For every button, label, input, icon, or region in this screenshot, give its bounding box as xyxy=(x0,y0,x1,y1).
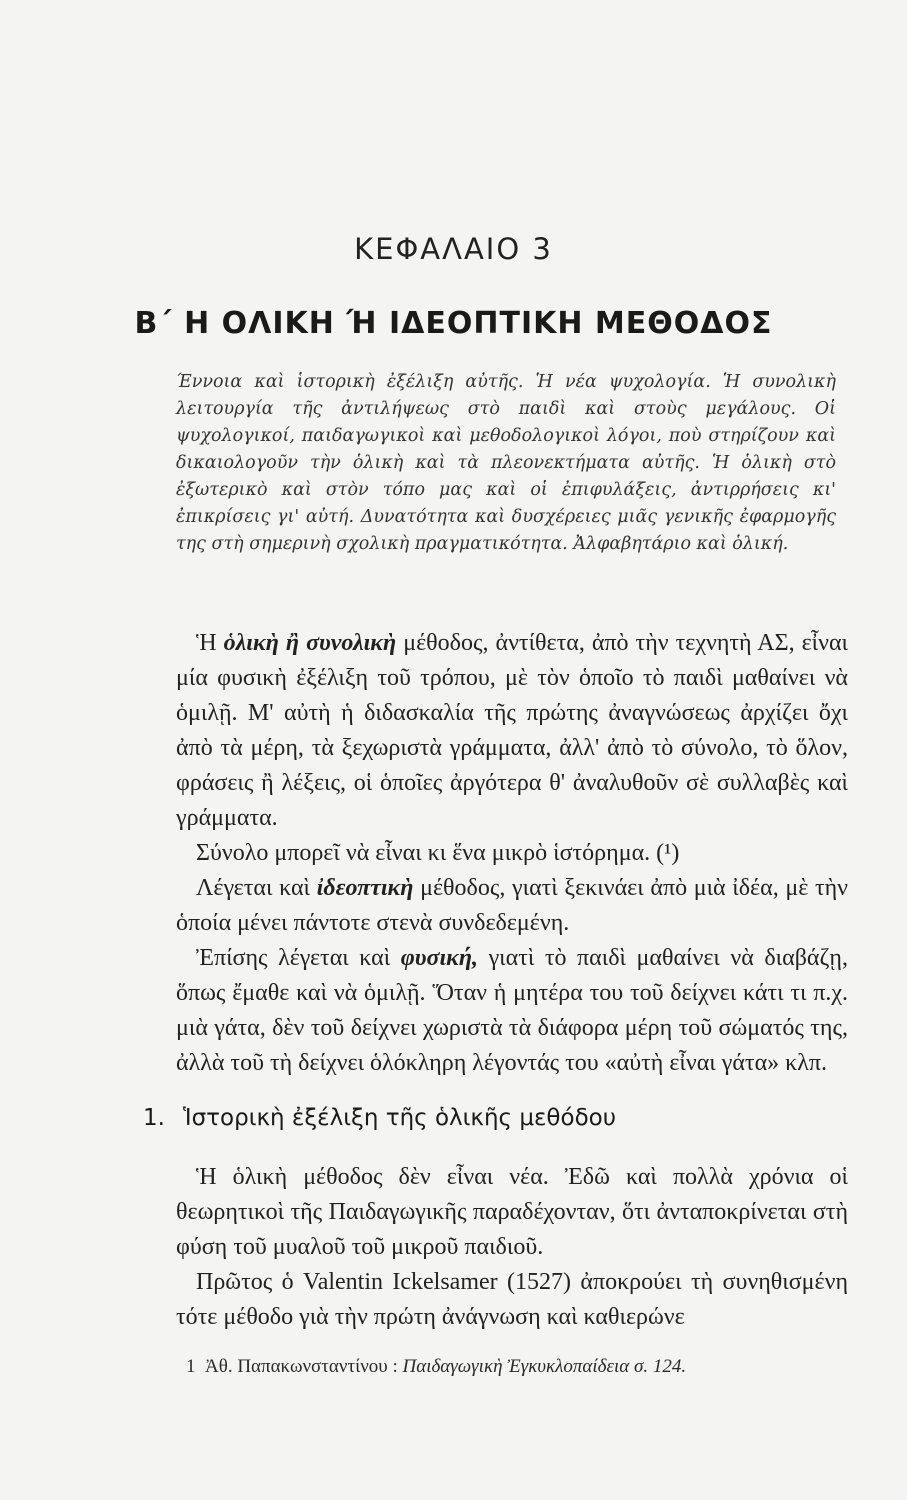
chapter-label: ΚΕΦΑΛΑΙΟ 3 xyxy=(354,232,553,266)
chapter-title: Β΄ Η ΟΛΙΚΗ Ή ΙΔΕΟΠΤΙΚΗ ΜΕΘΟΔΟΣ xyxy=(134,306,773,341)
paragraph-ideoptic xyxy=(176,871,848,941)
paragraph-rest: γιατὶ τὸ παιδὶ μαθαίνει νὰ διαβάζῃ, ὅπως ἔμαθε καὶ νὰ ὁμιλῇ. Ὅταν ἡ μητέρα του τοῦ δείχνει κάτι τι π.χ. μιὰ γάτα, δὲν τοῦ δείχνει χωριστὰ τὰ διάφορα μέρη τοῦ σώματός της, ἀλλὰ τοῦ τὴ δείχνει ὁλόκληρη λέγοντάς του «αὐτὴ εἶναι γάτα» κλπ. xyxy=(176,945,848,1076)
body-section-b xyxy=(176,1160,848,1335)
emphasis-term: ἰδεοπτικὴ xyxy=(316,875,414,901)
paragraph-lead: Ἡ xyxy=(196,630,224,656)
footnote xyxy=(186,1356,846,1378)
section-number: 1. xyxy=(143,1105,165,1131)
paragraph-holistic-method xyxy=(176,626,848,836)
paragraph-not-new: Ἡ ὁλικὴ μέθοδος δὲν εἶναι νέα. Ἐδῶ καὶ πολλὰ χρόνια οἱ θεωρητικοὶ τῆς Παιδαγωγικῆς παραδέχονταν, ὅτι ἀνταποκρίνεται στὴ φύση τοῦ μυαλοῦ τοῦ μικροῦ παιδιοῦ. xyxy=(176,1164,848,1260)
emphasis-term: ὁλικὴ ἢ συνολικὴ xyxy=(223,630,397,656)
body-section-a xyxy=(176,626,848,1081)
footnote-marker: 1 xyxy=(186,1356,196,1377)
paragraph-rest: μέθοδος, ἀντίθετα, ἀπὸ τὴν τεχνητὴ ΑΣ, εἶναι μία φυσικὴ ἐξέλιξη τοῦ τρόπου, μὲ τὸν ὁποῖο τὸ παιδὶ μαθαίνει νὰ ὁμιλῇ. Μ' αὐτὴ ἡ διδασκαλία τῆς πρώτης ἀναγνώσεως ἀρχίζει ὄχι ἀπὸ τὰ μέρη, τὰ ξεχωριστὰ γράμματα, ἀλλ' ἀπὸ τὸ σύνολο, τὸ ὅλον, φράσεις ἢ λέξεις, οἱ ὁποῖες ἀργότερα θ' ἀναλυθοῦν σὲ συλλαβὲς καὶ γράμματα. xyxy=(176,630,849,831)
footnote-page: σ. 124. xyxy=(633,1356,687,1377)
paragraph-lead: Λέγεται καὶ xyxy=(196,875,317,901)
section-heading xyxy=(143,1105,843,1131)
paragraph-lead: Ἐπίσης λέγεται καὶ xyxy=(196,945,401,971)
paragraph-ickelsamer: Πρῶτος ὁ Valentin Ickelsamer (1527) ἀποκρούει τὴ συνηθισμένη τότε μέθοδο γιὰ τὴν πρώτη ἀνάγνωση καὶ καθιερώνε xyxy=(176,1269,848,1330)
paragraph-natural xyxy=(176,941,848,1081)
emphasis-term: φυσική, xyxy=(400,945,479,971)
section-title: Ἱστορικὴ ἐξέλιξη τῆς ὁλικῆς μεθόδου xyxy=(183,1105,617,1131)
paragraph-whole-story: Σύνολο μπορεῖ νὰ εἶναι κι ἕνα μικρὸ ἱστόρημα. (¹) xyxy=(196,840,680,866)
chapter-summary: Έννοια καὶ ἱστορικὴ ἐξέλιξη αὐτῆς. Ἡ νέα ψυχολογία. Ἡ συνολικὴ λειτουργία τῆς ἀντιλήψεως στὸ παιδὶ καὶ στοὺς μεγάλους. Οἱ ψυχολογικοί, παιδαγωγικοὶ καὶ μεθοδολογικοὶ λόγοι, ποὺ στηρίζουν καὶ δικαιολογοῦν τὴν ὁλικὴ καὶ τὰ πλεονεκτήματα αὐτῆς. Ἡ ὁλικὴ στὸ ἐξωτερικὸ καὶ στὸν τόπο μας καὶ οἱ ἐπιφυλάξεις, ἀντιρρήσεις κι' ἐπικρίσεις γι' αὐτή. Δυνατότητα καὶ δυσχέρειες μιᾶς γενικῆς ἐφαρμογῆς της στὴ σημερινὴ σχολικὴ πραγματικότητα. Ἀλφαβητάριο καὶ ὁλική. xyxy=(176,372,836,554)
footnote-work: Παιδαγωγικὴ Ἐγκυκλοπαίδεια xyxy=(402,1356,630,1377)
footnote-author: Ἀθ. Παπακωνσταντίνου : xyxy=(205,1356,398,1377)
paragraph-rest: μέθοδος, γιατὶ ξεκινάει ἀπὸ μιὰ ἰδέα, μὲ τὴν ὁποία μένει πάντοτε στενὰ συνδεδεμένη. xyxy=(176,875,849,936)
